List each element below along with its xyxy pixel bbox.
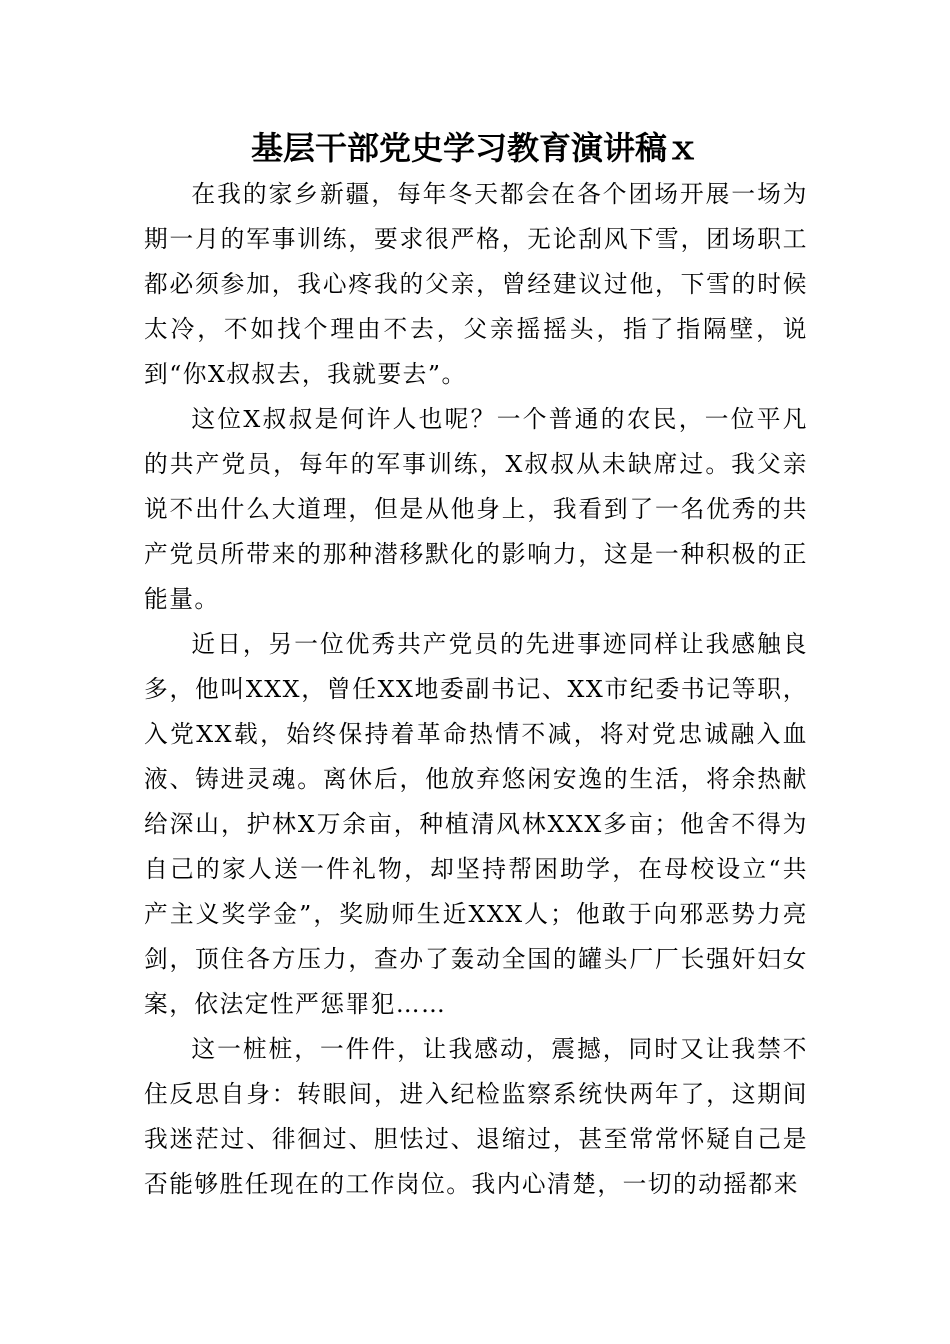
paragraph-3: 近日，另一位优秀共产党员的先进事迹同样让我感触良多，他叫XXX，曾任XX地委副书记、XX市纪委书记等职，入党XX载，始终保持着革命热情不减，将对党忠诚融入血液、铸进灵魂。离休后，他放弃悠闲安逸的生活，将余热献给深山，护林X万余亩，种植清风林XXX多亩；他舍不得为自己的家人送一件礼物，却坚持帮困助学，在母校设立“共产主义奖学金”，奖励师生近XXX人；他敢于向邪恶势力亮剑，顶住各方压力，查办了轰动全国的罐头厂厂长强奸妇女案，依法定性严惩罪犯…… <box>144 630 808 1018</box>
paragraph-1: 在我的家乡新疆，每年冬天都会在各个团场开展一场为期一月的军事训练，要求很严格，无论刮风下雪，团场职工都必须参加，我心疼我的父亲，曾经建议过他，下雪的时候太冷，不如找个理由不去，父亲摇摇头，指了指隔壁，说到“你X叔叔去，我就要去”。 <box>144 180 808 388</box>
paragraph-4: 这一桩桩，一件件，让我感动，震撼，同时又让我禁不住反思自身：转眼间，进入纪检监察系统快两年了，这期间我迷茫过、徘徊过、胆怯过、退缩过，甚至常常怀疑自己是否能够胜任现在的工作岗位。我内心清楚，一切的动摇都来 <box>144 1035 808 1198</box>
document-body <box>144 172 808 1207</box>
document-title: 基层干部党史学习教育演讲稿ｘ <box>250 129 699 167</box>
paragraph-2: 这位X叔叔是何许人也呢？一个普通的农民，一位平凡的共产党员，每年的军事训练，X叔叔从未缺席过。我父亲说不出什么大道理，但是从他身上，我看到了一名优秀的共产党员所带来的那种潜移默化的影响力，这是一种积极的正能量。 <box>144 405 808 613</box>
